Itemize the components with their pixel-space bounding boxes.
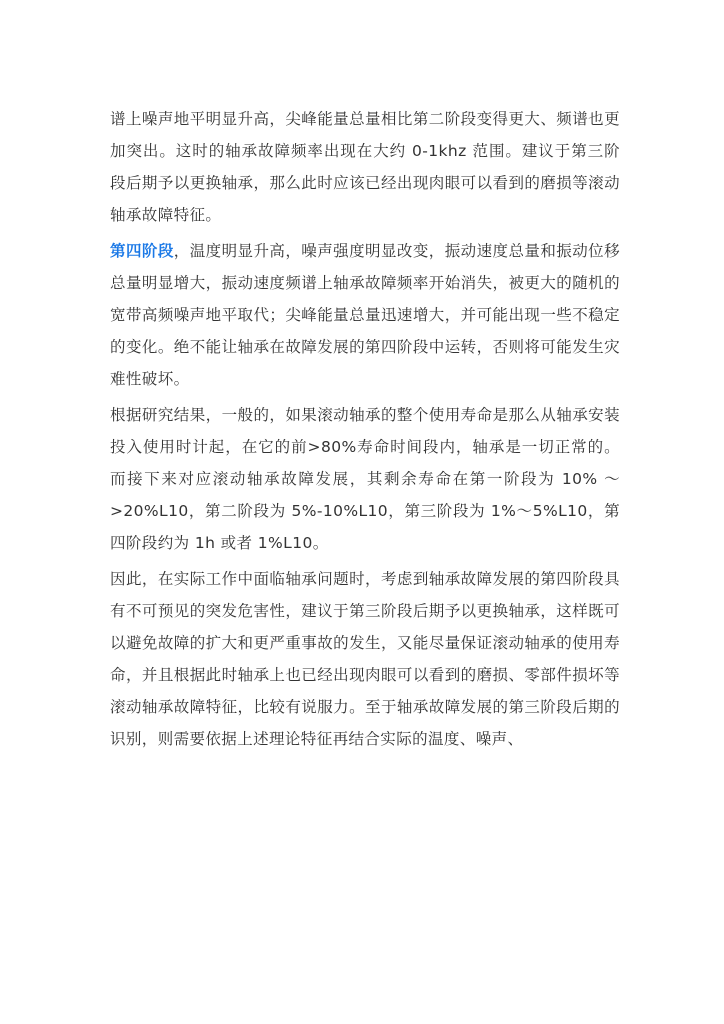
paragraph-1-text: 谱上噪声地平明显升高，尖峰能量总量相比第二阶段变得更大、频谱也更加突出。这时的轴承故障频率出现在大约 0-1khz 范围。建议于第三阶段后期予以更换轴承，那么此时应该已经出现肉眼可以看到的磨损等滚动轴承故障特征。 bbox=[110, 110, 620, 224]
paragraph-4 bbox=[110, 563, 620, 755]
paragraph-2 bbox=[110, 235, 620, 395]
stage-four-heading: 第四阶段 bbox=[110, 242, 174, 260]
document-body bbox=[110, 103, 620, 755]
paragraph-1 bbox=[110, 103, 620, 231]
paragraph-2-text: ，温度明显升高，噪声强度明显改变，振动速度总量和振动位移总量明显增大，振动速度频谱上轴承故障频率开始消失，被更大的随机的宽带高频噪声地平取代；尖峰能量总量迅速增大，并可能出现一些不稳定的变化。绝不能让轴承在故障发展的第四阶段中运转，否则将可能发生灾难性破坏。 bbox=[110, 242, 621, 388]
paragraph-4-text: 因此，在实际工作中面临轴承问题时，考虑到轴承故障发展的第四阶段具有不可预见的突发危害性，建议于第三阶段后期予以更换轴承，这样既可以避免故障的扩大和更严重事故的发生，又能尽量保证滚动轴承的使用寿命，并且根据此时轴承上也已经出现肉眼可以看到的磨损、零部件损坏等滚动轴承故障特征，比较有说服力。至于轴承故障发展的第三阶段后期的识别，则需要依据上述理论特征再结合实际的温度、噪声、 bbox=[110, 570, 620, 748]
paragraph-3-text: 根据研究结果，一般的，如果滚动轴承的整个使用寿命是那么从轴承安装投入使用时计起，在它的前>80%寿命时间段内，轴承是一切正常的。而接下来对应滚动轴承故障发展，其剩余寿命在第一阶段为 10% ～ >20%L10，第二阶段为 5%-10%L10，第三阶段为 1%～5%L10，第四阶段约为 1h 或者 1%L10。 bbox=[110, 406, 620, 552]
paragraph-3 bbox=[110, 399, 620, 559]
